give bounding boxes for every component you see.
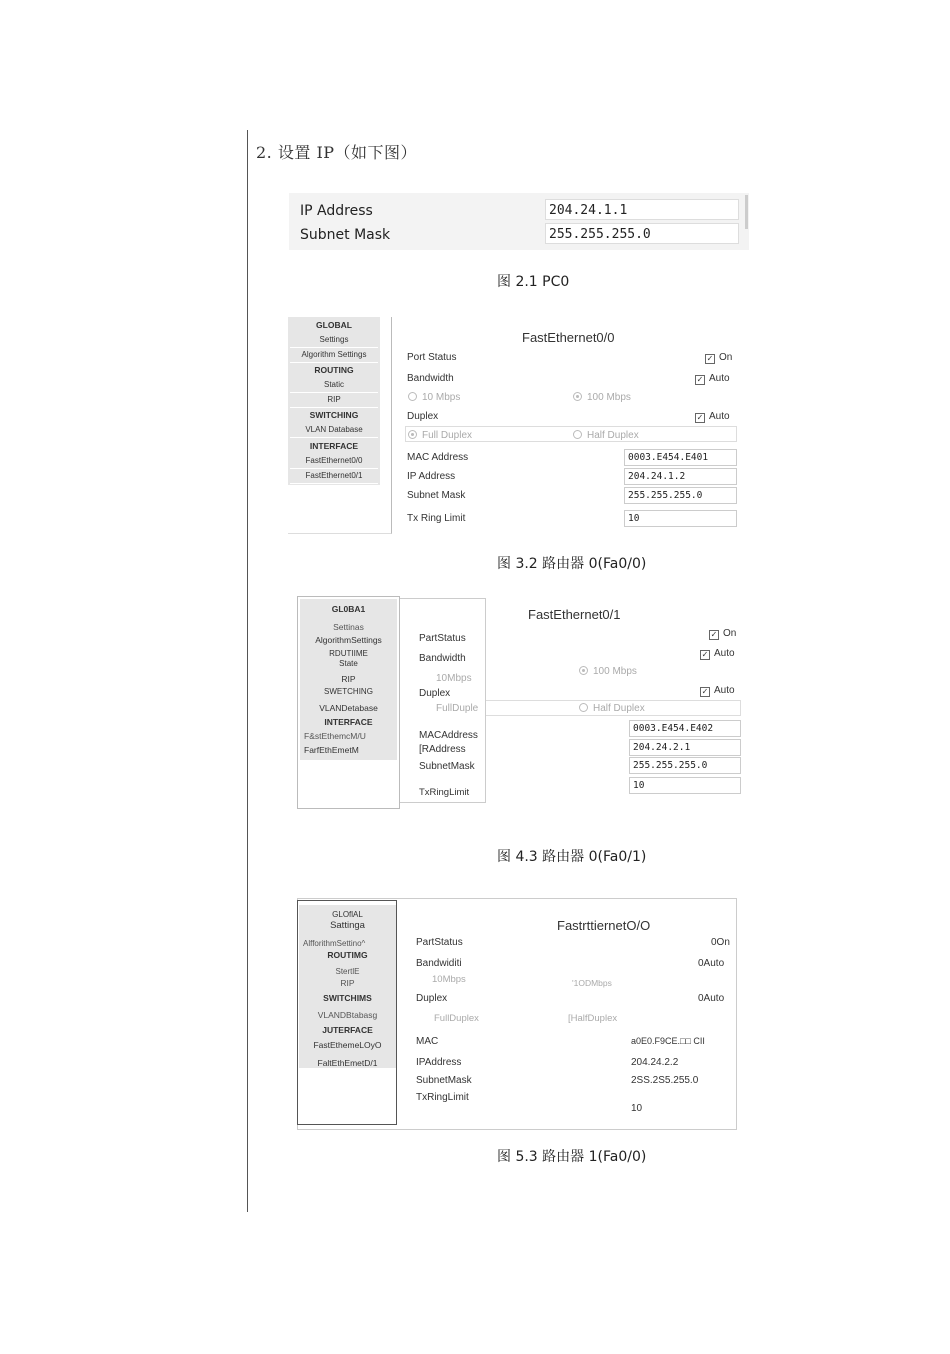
- sidebar-item-2[interactable]: AlfforithmSettino^: [303, 939, 366, 948]
- mac-address-input[interactable]: a0E0.F9CE.□□ CII: [631, 1036, 705, 1046]
- figure-caption-2: 图 3.2 路由器 0(Fa0/0): [497, 556, 647, 572]
- radio-icon: [408, 430, 417, 439]
- subnet-mask-label: Subnet Mask: [407, 490, 466, 501]
- sidebar-item-0[interactable]: GLOflAL: [332, 910, 363, 919]
- sidebar-item-10[interactable]: FaltEthEmetD/1: [317, 1058, 378, 1068]
- auto-label: Auto: [709, 373, 730, 384]
- sidebar-item-8: INTERFACE: [309, 441, 359, 451]
- sidebar-item-0: GLOBAL: [316, 320, 352, 330]
- bw-10-label: 10 Mbps: [422, 392, 461, 403]
- on-label: On: [723, 628, 737, 639]
- duplex-label: Duplex: [407, 411, 439, 422]
- half-duplex-label[interactable]: [HalfDuplex: [568, 1013, 618, 1024]
- sidebar-separator: [290, 468, 378, 469]
- subnet-mask-input[interactable]: 255.255.255.0: [624, 487, 737, 504]
- sidebar-item-3[interactable]: RDUTIIME: [329, 649, 368, 658]
- on-label: On: [719, 352, 733, 363]
- checkbox-icon: ✓: [710, 630, 718, 639]
- sidebar-item-10[interactable]: FarfEthEmetM: [304, 745, 359, 755]
- radio-icon: [579, 703, 588, 712]
- subnet-mask-input[interactable]: 255.255.255.0: [629, 757, 741, 774]
- figure-caption-3: 图 4.3 路由器 0(Fa0/1): [497, 849, 647, 865]
- sidebar-separator: [290, 392, 378, 393]
- pc0-ip-panel: [289, 193, 749, 250]
- sidebar-item-10[interactable]: FastEthernet0/1: [305, 471, 363, 480]
- ip-address-input[interactable]: 204.24.2.1: [629, 739, 741, 756]
- sidebar-item-1[interactable]: Sattinga: [330, 920, 365, 931]
- port-status-checkbox[interactable]: [705, 352, 732, 363]
- checkbox-icon: ✓: [701, 687, 709, 696]
- interface-title: FastrttiernetO/O: [557, 918, 651, 933]
- bandwidth-row-clip: [410, 958, 730, 966]
- duplex-auto-checkbox[interactable]: [695, 411, 730, 422]
- bw-100-radio[interactable]: [573, 391, 631, 403]
- sidebar-item-5[interactable]: RIP: [327, 395, 341, 404]
- sidebar-separator: [290, 347, 378, 348]
- auto-label: Auto: [714, 648, 735, 659]
- sidebar-item-6[interactable]: SWETCHING: [324, 687, 373, 696]
- mac-address-label: MACAddress: [419, 730, 478, 741]
- router1-fa00-sidebar: [297, 900, 397, 1125]
- bw-100-label[interactable]: '1ODMbps: [572, 978, 612, 988]
- sidebar-item-1[interactable]: Settings: [319, 335, 349, 344]
- sidebar-item-6: SWITCHING: [309, 410, 359, 420]
- subnet-mask-label: Subnet Mask: [300, 227, 391, 243]
- port-status-label: Port Status: [407, 352, 457, 363]
- mac-address-label: MAC: [416, 1036, 439, 1047]
- ip-address-label: IP Address: [407, 471, 456, 482]
- figure-caption-4: 图 5.3 路由器 1(Fa0/0): [497, 1149, 647, 1165]
- bw-10-label[interactable]: 10Mbps: [432, 974, 466, 985]
- radio-icon: [579, 666, 588, 675]
- bandwidth-label: Bandwiditi: [416, 958, 462, 966]
- bandwidth-label: Bandwidth: [407, 373, 454, 384]
- ip-address-input[interactable]: 204.24.1.1: [545, 199, 739, 220]
- mac-address-input[interactable]: 0003.E454.E402: [629, 720, 741, 737]
- full-duplex-label[interactable]: FullDuple: [436, 703, 479, 714]
- sidebar-item-3: ROUTING: [314, 365, 354, 375]
- checkbox-icon: ✓: [696, 413, 704, 422]
- half-duplex-label: Half Duplex: [593, 703, 645, 714]
- figure-caption-1: 图 2.1 PC0: [497, 274, 570, 290]
- ip-address-input[interactable]: 204.24.2.2: [631, 1057, 679, 1068]
- ip-address-label: IPAddress: [416, 1057, 462, 1068]
- router0-fa01-sidebar: [297, 596, 400, 809]
- tx-ring-limit-label: Tx Ring Limit: [407, 513, 466, 524]
- sidebar-item-9[interactable]: F&stEthemcM/U: [304, 731, 366, 741]
- half-duplex-radio[interactable]: [579, 702, 645, 714]
- bw-10-radio[interactable]: [408, 391, 460, 403]
- sidebar-item-8: INTERFACE: [324, 717, 373, 727]
- sidebar-item-7[interactable]: VLANDetabase: [319, 703, 378, 713]
- section-heading: 2. 设置 IP（如下图）: [256, 143, 418, 162]
- bandwidth-label: Bandwidth: [419, 653, 466, 664]
- sidebar-item-2[interactable]: Algorithm Settings: [301, 350, 367, 359]
- checkbox-icon: ✓: [696, 375, 704, 384]
- router0-fa00-sidebar: [288, 317, 392, 534]
- sidebar-item-4[interactable]: StertlE: [335, 967, 360, 976]
- sidebar-item-8: JUTERFACE: [322, 1025, 373, 1035]
- tx-ring-limit-label: TxRingLimit: [416, 1092, 469, 1103]
- subnet-mask-input[interactable]: 2SS.2S5.255.0: [631, 1075, 699, 1086]
- auto-label: Auto: [714, 685, 735, 696]
- sidebar-separator: [290, 483, 378, 484]
- label-column: [400, 598, 486, 803]
- duplex-label: Duplex: [416, 993, 448, 1004]
- bw-100-label: 100 Mbps: [593, 666, 637, 677]
- tx-ring-limit-label: TxRingLimit: [419, 787, 470, 798]
- radio-icon: [408, 392, 417, 401]
- tx-ring-limit-input[interactable]: 10: [631, 1103, 643, 1114]
- bw-100-radio[interactable]: [579, 665, 637, 677]
- half-duplex-radio[interactable]: [573, 429, 639, 441]
- margin-rule: [247, 130, 248, 1212]
- tx-ring-limit-input[interactable]: 10: [624, 510, 737, 527]
- radio-icon: [573, 392, 582, 401]
- sidebar-item-4[interactable]: Static: [323, 380, 344, 389]
- subnet-mask-label: SubnetMask: [419, 761, 475, 772]
- sidebar-item-9[interactable]: FastEthernet0/0: [305, 456, 363, 465]
- mac-address-input[interactable]: 0003.E454.E401: [624, 449, 737, 466]
- sidebar-item-4[interactable]: State: [339, 659, 358, 668]
- sidebar-item-3: ROUTIMG: [327, 950, 368, 960]
- bw-10-label[interactable]: 10Mbps: [436, 673, 472, 684]
- sidebar-item-5[interactable]: RIP: [341, 674, 356, 684]
- sidebar-separator: [290, 437, 378, 438]
- port-status-label: PartStatus: [416, 937, 463, 948]
- checkbox-icon: ✓: [706, 354, 714, 363]
- sidebar-item-6: SWITCHIMS: [323, 993, 372, 1003]
- tx-ring-limit-input[interactable]: 10: [629, 777, 741, 794]
- duplex-auto-checkbox[interactable]: [700, 685, 735, 696]
- port-status-checkbox[interactable]: [709, 628, 736, 639]
- ip-address-label: [RAddress: [419, 744, 466, 755]
- checkbox-icon: ✓: [701, 650, 709, 659]
- port-status-checkbox[interactable]: 0On: [711, 937, 730, 948]
- full-duplex-radio[interactable]: [408, 429, 472, 441]
- sidebar-item-7[interactable]: VLAN Database: [305, 425, 363, 434]
- bw-100-label: 100 Mbps: [587, 392, 631, 403]
- radio-icon: [573, 430, 582, 439]
- sidebar-item-5[interactable]: RIP: [340, 978, 355, 988]
- full-duplex-label[interactable]: FullDuplex: [434, 1013, 479, 1024]
- interface-title: FastEthernet0/1: [528, 607, 621, 622]
- sidebar-item-2[interactable]: AlgorithmSettings: [315, 635, 382, 645]
- auto-label: Auto: [709, 411, 730, 422]
- sidebar-item-0: GL0BA1: [331, 604, 366, 614]
- half-duplex-label: Half Duplex: [587, 430, 639, 441]
- mac-address-label: MAC Address: [407, 452, 469, 463]
- duplex-label: Duplex: [419, 688, 451, 699]
- sidebar-item-7[interactable]: VLANDBtabasg: [317, 1010, 378, 1020]
- subnet-mask-label: SubnetMask: [416, 1075, 472, 1086]
- duplex-auto-checkbox[interactable]: 0Auto: [698, 993, 725, 1004]
- bandwidth-auto-checkbox[interactable]: [695, 373, 730, 384]
- sidebar-item-9[interactable]: FastEthemeLOyO: [313, 1040, 382, 1050]
- port-status-label: PartStatus: [419, 633, 466, 644]
- ip-address-input[interactable]: 204.24.1.2: [624, 468, 737, 485]
- sidebar-item-1[interactable]: Settinas: [333, 622, 364, 632]
- bandwidth-auto-checkbox[interactable]: 0Auto: [698, 958, 725, 966]
- panel-scrollbar[interactable]: [745, 195, 748, 229]
- sidebar-separator: [290, 407, 378, 408]
- full-duplex-label: Full Duplex: [422, 430, 473, 441]
- ip-address-label: IP Address: [300, 203, 373, 219]
- bandwidth-auto-checkbox[interactable]: [700, 648, 735, 659]
- subnet-mask-input[interactable]: 255.255.255.0: [545, 223, 739, 244]
- interface-title: FastEthernet0/0: [522, 330, 615, 345]
- sidebar-separator: [290, 362, 378, 363]
